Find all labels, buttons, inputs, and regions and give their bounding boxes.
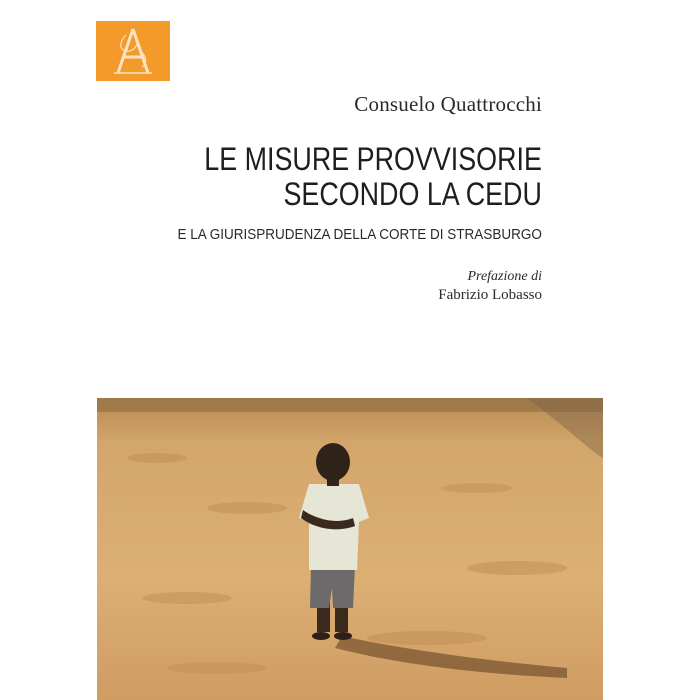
title-line-2: SECONDO LA CEDU [283,176,542,212]
book-title [204,142,542,212]
publisher-logo [96,21,170,81]
title-line-1: LE MISURE PROVVISORIE [204,141,542,177]
author-name: Consuelo Quattrocchi [354,92,542,116]
preface-author: Fabrizio Lobasso [438,287,542,303]
book-subtitle: E LA GIURISPRUDENZA DELLA CORTE DI STRASBURGO [177,226,542,243]
publisher-logo-icon [96,21,170,81]
cover-photo [97,398,603,700]
preface-label: Prefazione di [467,269,542,284]
cover-photo-image [97,398,603,700]
